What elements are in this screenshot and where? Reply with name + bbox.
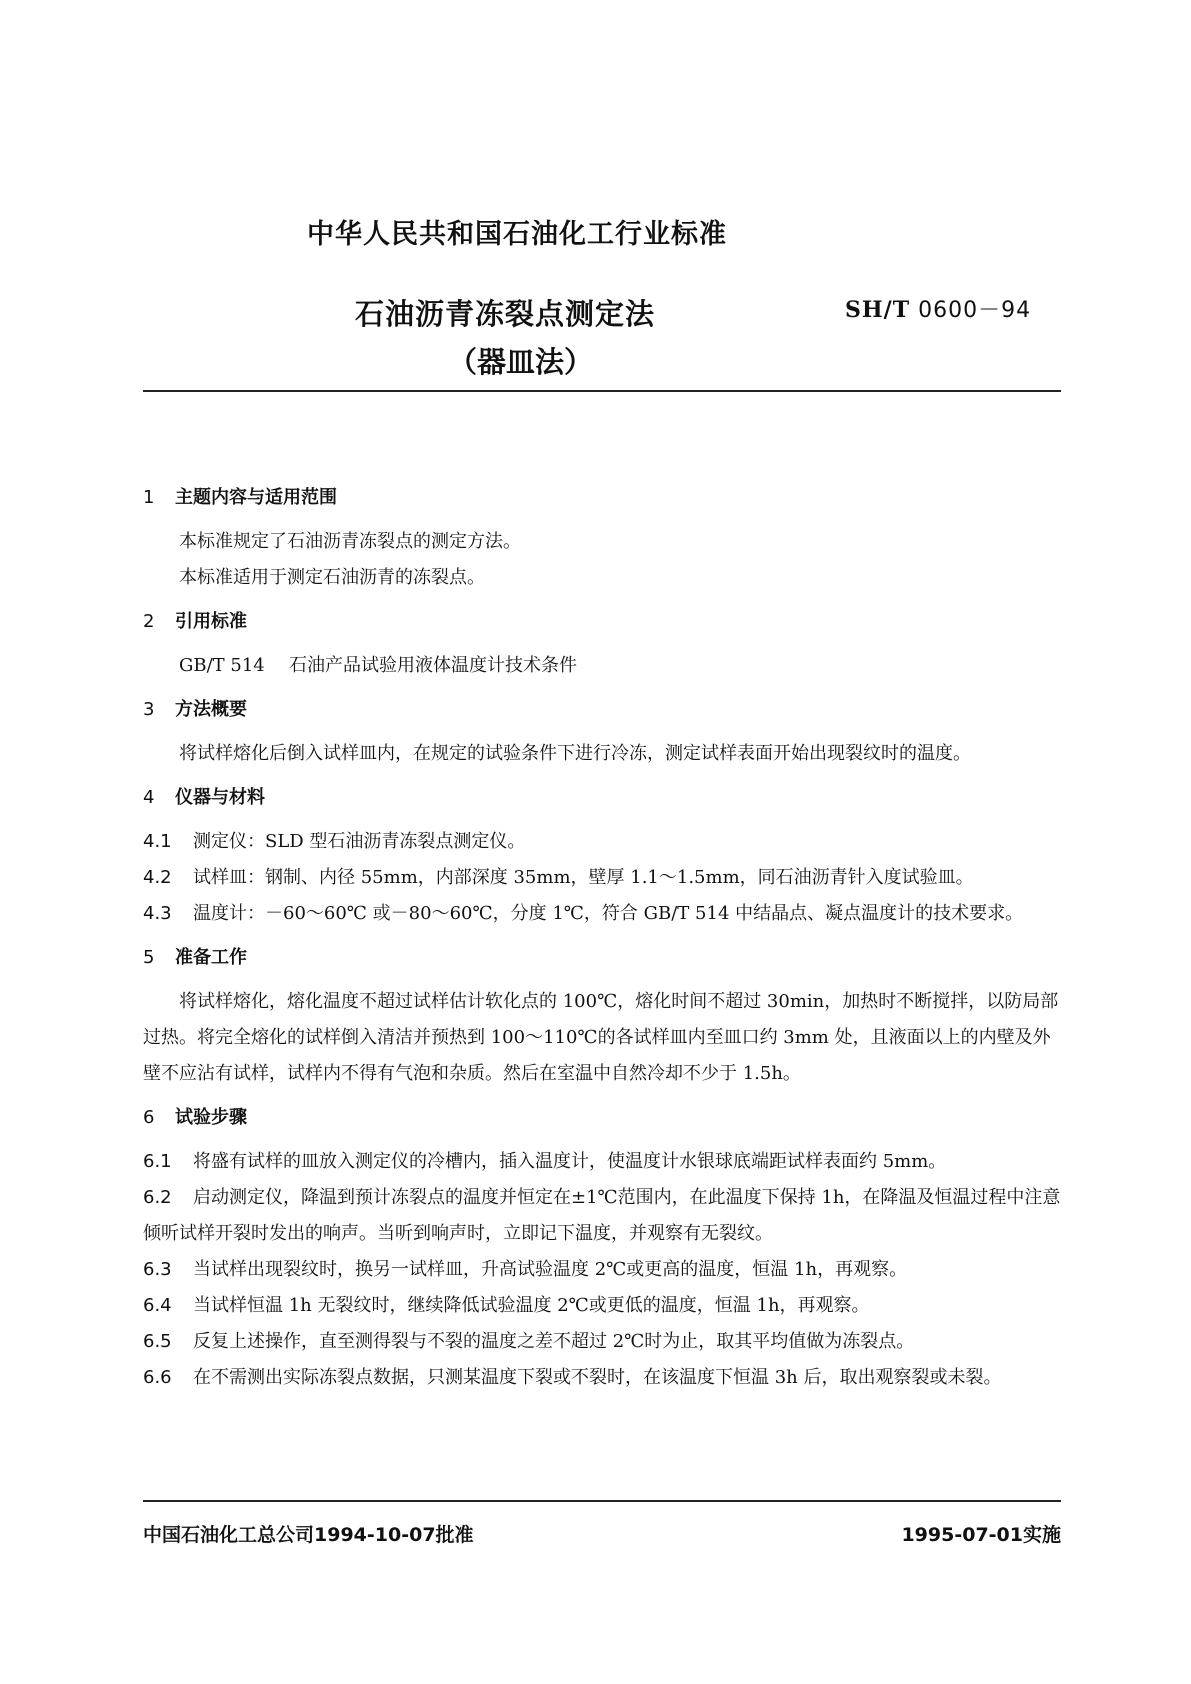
clause-item: 6.3 当试样出现裂纹时，换另一试样皿，升高试验温度 2℃或更高的温度，恒温 1h，再观察。 (143, 1259, 908, 1280)
clause-item: 6.4 当试样恒温 1h 无裂纹时，继续降低试验温度 2℃或更低的温度，恒温 1h，再观察。 (143, 1295, 870, 1316)
approval-info: 中国石油化工总公司1994-10-07批准 (143, 1524, 474, 1546)
top-divider (143, 390, 1061, 392)
document-body (143, 480, 1061, 1396)
document-title: 石油沥青冻裂点测定法 (355, 297, 656, 331)
section-heading: 2 引用标准 (143, 611, 247, 632)
section-heading: 5 准备工作 (143, 947, 247, 968)
reference-item (143, 648, 1061, 684)
section-heading: 1 主题内容与适用范围 (143, 487, 337, 508)
standard-code (845, 293, 1031, 324)
bottom-divider (143, 1500, 1061, 1502)
clause-item: 4.1 测定仪：SLD 型石油沥青冻裂点测定仪。 (143, 831, 526, 852)
paragraph: 将试样熔化后倒入试样皿内，在规定的试验条件下进行冷冻，测定试样表面开始出现裂纹时的温度。 (179, 743, 971, 764)
footer (143, 1520, 1061, 1547)
section-heading: 3 方法概要 (143, 699, 247, 720)
standard-code-prefix: SH/T (845, 297, 911, 323)
clause-item: 4.2 试样皿：钢制、内径 55mm，内部深度 35mm，壁厚 1.1～1.5mm，同石油沥青针入度试验皿。 (143, 867, 974, 888)
clause-item: 6.2 启动测定仪，降温到预计冻裂点的温度并恒定在±1℃范围内，在此温度下保持 1h，在降温及恒温过程中注意倾听试样开裂时发出的响声。当听到响声时，立即记下温度，并观察有无裂纹。 (143, 1187, 1061, 1244)
paragraph: 本标准适用于测定石油沥青的冻裂点。 (179, 567, 485, 588)
paragraph: 将试样熔化，熔化温度不超过试样估计软化点的 100℃，熔化时间不超过 30min，加热时不断搅拌，以防局部过热。将完全熔化的试样倒入清洁并预热到 100～110℃的各试样皿内至皿口约 3mm 处，且液面以上的内壁及外壁不应沾有试样，试样内不得有气泡和杂质。然后在室温中自然冷却不少于 1.5h。 (143, 991, 1059, 1084)
standard-header: 中华人民共和国石油化工行业标准 (307, 219, 727, 250)
paragraph: 本标准规定了石油沥青冻裂点的测定方法。 (179, 531, 521, 552)
clause-item: 6.5 反复上述操作，直至测得裂与不裂的温度之差不超过 2℃时为止，取其平均值做为冻裂点。 (143, 1331, 915, 1352)
clause-item: 4.3 温度计：－60～60℃ 或－80～60℃，分度 1℃，符合 GB/T 514 中结晶点、凝点温度计的技术要求。 (143, 903, 1024, 924)
standard-code-number: 0600－94 (918, 298, 1032, 323)
reference-code: GB/T 514 (179, 655, 265, 676)
reference-title: 石油产品试验用液体温度计技术条件 (289, 655, 577, 676)
clause-item: 6.6 在不需测出实际冻裂点数据，只测某温度下裂或不裂时，在该温度下恒温 3h 后，取出观察裂或未裂。 (143, 1367, 1002, 1388)
section-heading: 4 仪器与材料 (143, 787, 265, 808)
section-heading: 6 试验步骤 (143, 1107, 247, 1128)
clause-item: 6.1 将盛有试样的皿放入测定仪的冷槽内，插入温度计，使温度计水银球底端距试样表面约 5mm。 (143, 1151, 947, 1172)
implementation-date: 1995-07-01实施 (901, 1524, 1061, 1546)
document-subtitle: （器皿法） (448, 345, 594, 379)
